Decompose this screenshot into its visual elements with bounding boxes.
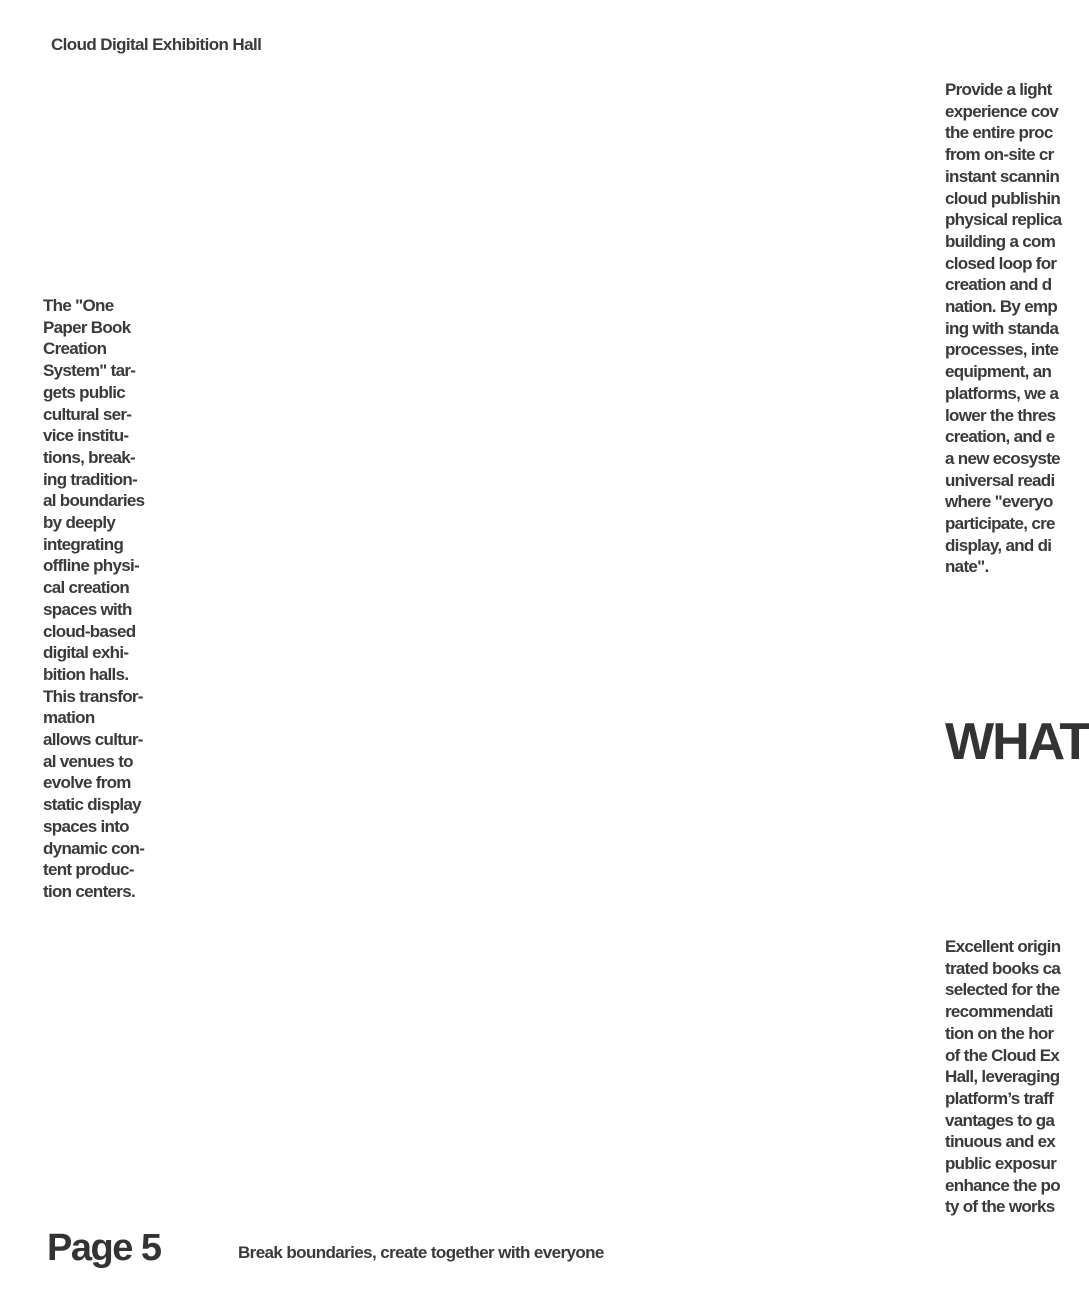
text-line: creation, and e xyxy=(945,427,1055,447)
text-line: dynamic con- xyxy=(43,838,145,858)
text-line: al boundaries xyxy=(43,491,145,511)
text-line: nation. By emp xyxy=(945,297,1058,317)
text-line: platforms, we a xyxy=(945,383,1059,403)
text-line: where "everyo xyxy=(945,492,1053,512)
text-line: platform’s traff xyxy=(945,1088,1054,1108)
text-line: static display xyxy=(43,795,141,815)
text-line: System" tar- xyxy=(43,361,136,381)
text-line: recommendati xyxy=(945,1002,1053,1022)
text-line: by deeply xyxy=(43,513,116,533)
text-line: creation and d xyxy=(945,275,1052,295)
document-header-title: Cloud Digital Exhibition Hall xyxy=(51,35,262,54)
text-line: selected for the xyxy=(945,980,1060,1000)
text-line: building a com xyxy=(945,231,1056,251)
text-line: of the Cloud Ex xyxy=(945,1045,1060,1065)
text-line: vantages to ga xyxy=(945,1110,1055,1130)
right-top-paragraph xyxy=(945,79,1060,578)
text-line: tent produc- xyxy=(43,860,134,880)
text-line: tinuous and ex xyxy=(945,1132,1056,1152)
text-line: cal creation xyxy=(43,578,130,598)
text-line: trated books ca xyxy=(945,958,1061,978)
section-heading: WHAT xyxy=(945,713,1089,771)
text-line: public exposur xyxy=(945,1154,1057,1174)
text-line: enhance the po xyxy=(945,1175,1060,1195)
text-line: mation xyxy=(43,708,95,728)
text-line: This transfor- xyxy=(43,686,143,706)
text-line: allows cultur- xyxy=(43,730,143,750)
text-line: from on-site cr xyxy=(945,145,1054,165)
text-line: Provide a light xyxy=(945,80,1052,99)
text-line: the entire proc xyxy=(945,123,1053,143)
text-line: cloud publishin xyxy=(945,188,1061,208)
text-line: tion centers. xyxy=(43,881,135,901)
text-line: universal readi xyxy=(945,470,1055,490)
text-line: closed loop for xyxy=(945,253,1057,273)
text-line: offline physi- xyxy=(43,556,139,576)
text-line: nate". xyxy=(945,557,989,577)
text-line: instant scannin xyxy=(945,166,1060,186)
text-line: ty of the works xyxy=(945,1197,1055,1217)
right-bottom-paragraph xyxy=(945,936,1060,1218)
footer-slogan: Break boundaries, create together with everyone xyxy=(238,1243,604,1262)
text-line: participate, cre xyxy=(945,514,1055,534)
left-column-paragraph xyxy=(43,295,161,903)
text-line: spaces with xyxy=(43,599,132,619)
page-number: Page 5 xyxy=(47,1227,161,1269)
text-line: gets public xyxy=(43,382,126,402)
text-line: Excellent origin xyxy=(945,937,1061,956)
text-line: evolve from xyxy=(43,773,131,793)
text-line: lower the thres xyxy=(945,405,1056,425)
text-line: Paper Book xyxy=(43,317,131,337)
text-line: The "One xyxy=(43,296,114,315)
text-line: integrating xyxy=(43,534,124,554)
text-line: digital exhi- xyxy=(43,643,129,663)
text-line: equipment, an xyxy=(945,362,1052,382)
text-line: ing tradition- xyxy=(43,469,138,489)
text-line: bition halls. xyxy=(43,664,129,684)
text-line: physical replica xyxy=(945,210,1062,230)
text-line: tions, break- xyxy=(43,447,135,467)
text-line: a new ecosyste xyxy=(945,448,1060,468)
text-line: al venues to xyxy=(43,751,133,771)
text-line: display, and di xyxy=(945,535,1052,555)
text-line: spaces into xyxy=(43,816,129,836)
text-line: processes, inte xyxy=(945,340,1059,360)
text-line: cultural ser- xyxy=(43,404,132,424)
text-line: vice institu- xyxy=(43,426,129,446)
text-line: cloud-based xyxy=(43,621,136,641)
text-line: ing with standa xyxy=(945,318,1059,338)
text-line: Creation xyxy=(43,339,107,359)
text-line: Hall, leveraging xyxy=(945,1067,1060,1087)
text-line: tion on the hor xyxy=(945,1023,1054,1043)
text-line: experience cov xyxy=(945,101,1059,121)
